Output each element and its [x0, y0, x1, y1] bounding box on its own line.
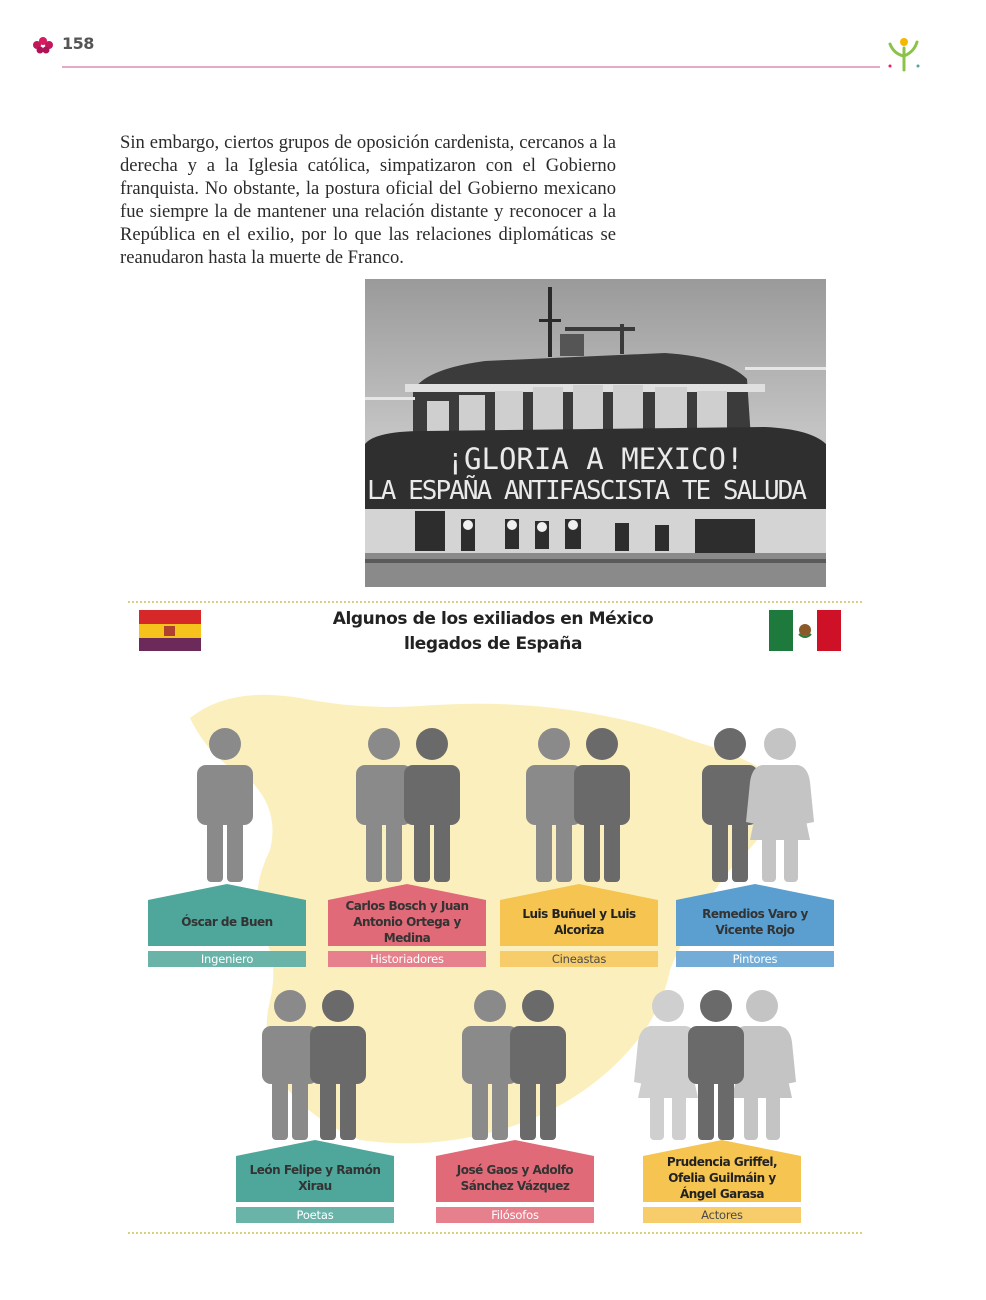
exile-names: Remedios Varo y Vicente Rojo: [702, 907, 808, 937]
divider-bottom: [128, 1232, 862, 1234]
profession-label: Actores: [643, 1207, 801, 1223]
profession-label: Pintores: [676, 951, 834, 967]
body-paragraph: Sin embargo, ciertos grupos de oposición cardenista, cercanos a la derecha y a la Iglesia católica, simpatizaron con el Gobierno franquista. No obstante, la postura oficial del Gobierno mexicano fue siempre la de mantener una relación distante y reconocer a la República en el exilio, por lo que las relaciones diplomáticas se reanudaron hasta la muerte de Franco.: [120, 132, 616, 269]
banner-line-1: ¡GLORIA A MEXICO!: [446, 442, 744, 476]
profession-label: Filósofos: [436, 1207, 594, 1223]
exile-names: Carlos Bosch y Juan Antonio Ortega y Medina: [345, 899, 469, 945]
person-group-7: [630, 986, 800, 1142]
flower-icon: [30, 33, 56, 55]
profession-label: Poetas: [236, 1207, 394, 1223]
exile-names: Prudencia Griffel, Ofelia Guilmáin y Ángel Garasa: [666, 1155, 778, 1201]
ship-photo: [365, 279, 826, 587]
profession-label: Historiadores: [328, 951, 486, 967]
person-group-5: [258, 986, 370, 1142]
person-group-2: [352, 722, 464, 886]
infographic-title-line1: Algunos de los exiliados en México: [332, 609, 654, 629]
page-number: 158: [62, 34, 94, 53]
infographic-title-line2: llegados de España: [403, 634, 583, 654]
divider-top: [128, 601, 862, 603]
person-group-1: [185, 722, 265, 886]
mexico-flag-icon: [769, 610, 841, 651]
profession-label: Cineastas: [500, 951, 658, 967]
person-figure: [197, 728, 253, 882]
exile-names: José Gaos y Adolfo Sánchez Vázquez: [456, 1163, 574, 1193]
profession-label: Ingeniero: [148, 951, 306, 967]
exile-names: Luis Buñuel y Luis Alcoriza: [522, 907, 636, 937]
exile-names: Óscar de Buen: [181, 915, 273, 929]
sprout-logo-icon: [884, 32, 924, 72]
header-rule: [62, 66, 880, 68]
infographic-title: [290, 607, 696, 657]
person-group-3: [522, 722, 634, 886]
spanish-republic-flag-icon: [139, 610, 201, 651]
person-group-6: [458, 986, 570, 1142]
banner-line-2: LA ESPAÑA ANTIFASCISTA TE SALUDA: [367, 476, 807, 506]
exile-names: León Felipe y Ramón Xirau: [249, 1163, 381, 1193]
person-group-4: [698, 722, 818, 886]
